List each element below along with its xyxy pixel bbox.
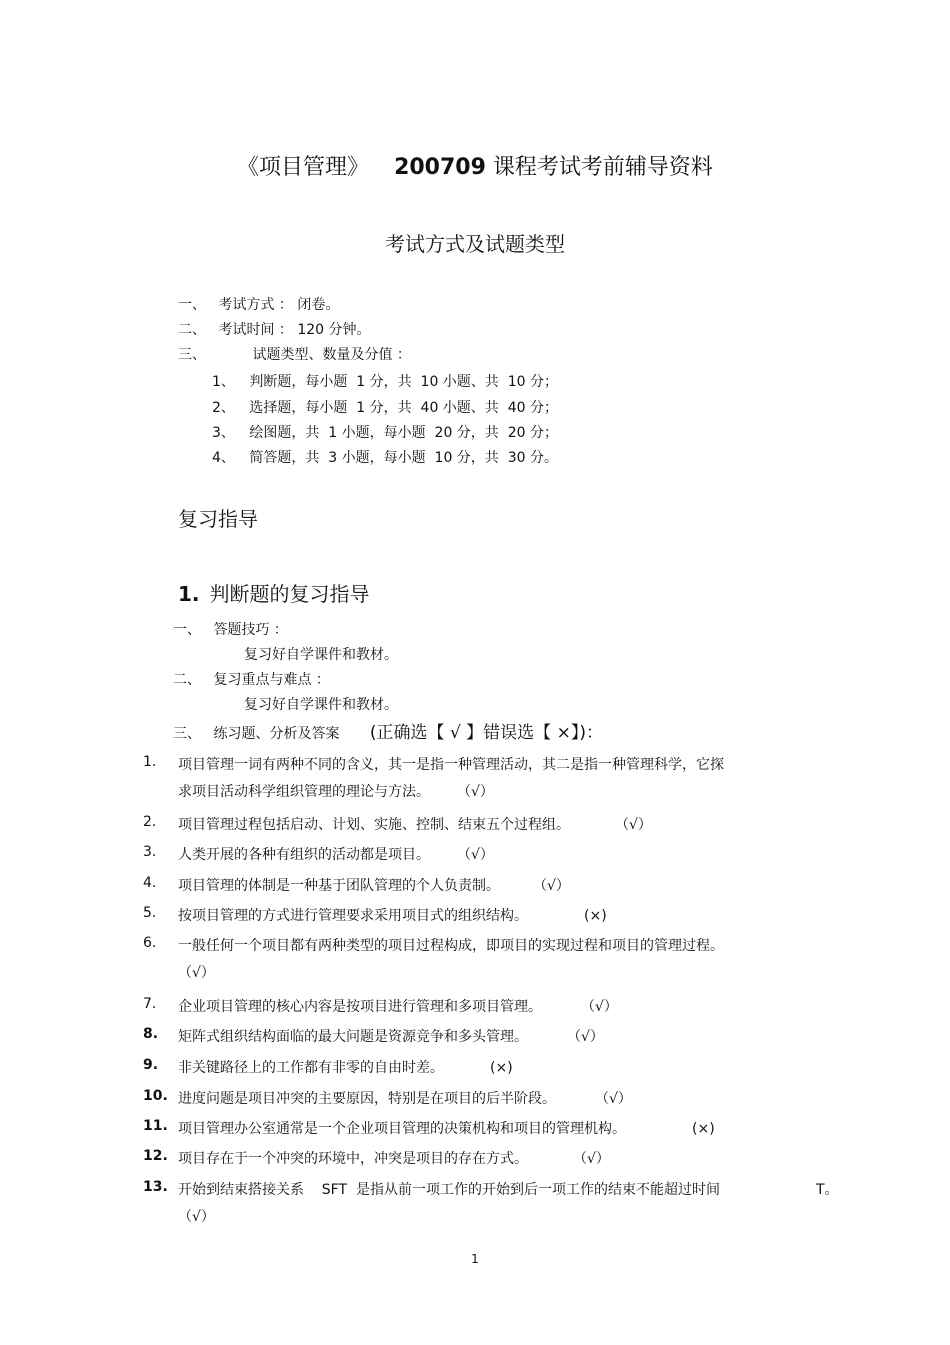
question-type-item [212,422,558,442]
exam-info-num: 一、 [178,297,206,313]
question-number: 11. [143,1118,168,1134]
question-type-item [212,397,558,417]
question-text [178,875,570,895]
subitem-text: 答题技巧 ： [213,622,288,638]
review-subitem [173,619,288,639]
question-answer: （√） [574,1029,604,1045]
title-post: 课程考试考前辅导资料 [492,155,713,180]
question-type-text: 绘图题，共 1 小题，每小题 20 分，共 20 分； [249,425,558,441]
question-text: 开始到结束搭接关系 SFT 是指从前一项工作的开始到后一项工作的结束不能超过时间 [178,1182,720,1198]
question-type-num: 2、 [212,400,235,416]
question-type-num: 3、 [212,425,235,441]
question-text-line: 项目管理过程包括启动、计划、实施、控制、结束五个过程组。 [178,817,570,833]
question-text [178,1026,604,1046]
question-answer: (×) [584,908,607,924]
question-answer: （√） [464,784,494,800]
question-text-line: 非关键路径上的工作都有非零的自由时差。 [178,1060,444,1076]
question-number: 8. [143,1026,159,1042]
question-text-line: 人类开展的各种有组织的活动都是项目。 [178,847,430,863]
exam-info-text: 考试时间 ： 120 分钟。 [218,322,371,338]
question-text [178,1118,715,1138]
question-text-end: T。 [816,1182,839,1198]
subitem-num: 三、 [173,726,201,742]
title-course-code: 200709 [394,155,486,180]
question-type-text: 简答题，共 3 小题，每小题 10 分，共 30 分。 [249,450,558,466]
exam-info-text: 考试方式 ： 闭卷。 [218,297,340,313]
page-number: 1 [471,1252,479,1266]
question-answer: （√） [178,1209,215,1225]
question-text: 一般任何一个项目都有两种类型的项目过程构成，即项目的实现过程和项目的管理过程。 [178,938,724,954]
question-answer: （√） [580,1151,610,1167]
review-subitem-text: 复习好自学课件和教材。 [244,647,398,663]
question-number: 7. [143,996,157,1012]
question-number: 10. [143,1088,168,1104]
question-answer: （√） [540,878,570,894]
question-answer: （√） [602,1091,632,1107]
question-text-line: 企业项目管理的核心内容是按项目进行管理和多项目管理。 [178,999,542,1015]
review-subitem-text: 复习好自学课件和教材。 [244,697,398,713]
answer-legend: (正确选【 √ 】错误选【 ×】)： [369,723,603,743]
section-title: 判断题的复习指导 [209,582,370,606]
question-text [178,844,494,864]
question-text-line: 项目管理的体制是一种基于团队管理的个人负责制。 [178,878,500,894]
question-number: 4. [143,875,157,891]
question-number: 2. [143,814,157,830]
exam-info-line-2 [178,319,371,339]
question-text [178,814,652,834]
page-subtitle: 考试方式及试题类型 [385,232,565,256]
question-type-text: 判断题，每小题 1 分，共 10 小题、共 10 分； [249,374,558,390]
question-number: 13. [143,1179,168,1195]
question-answer: （√） [622,817,652,833]
question-type-num: 1、 [212,374,235,390]
exam-info-line-3 [178,344,411,364]
question-number: 12. [143,1148,168,1164]
exam-info-line-1 [178,294,339,314]
question-text-line: 项目存在于一个冲突的环境中，冲突是项目的存在方式。 [178,1151,528,1167]
question-text-cont [178,781,494,801]
section-number: 1. [178,582,200,606]
review-subitem [173,718,603,743]
question-text: 项目管理一词有两种不同的含义，其一是指一种管理活动，其二是指一种管理科学，它探 [178,757,724,773]
question-text-line: 矩阵式组织结构面临的最大问题是资源竞争和多头管理。 [178,1029,528,1045]
subitem-num: 二、 [173,672,201,688]
exam-info-num: 二、 [178,322,206,338]
exam-info-text: 试题类型、数量及分值 ： [252,347,411,363]
review-heading: 复习指导 [178,507,258,531]
question-text-line: 求项目活动科学组织管理的理论与方法。 [178,784,430,800]
page-title [0,150,950,181]
question-text [178,1088,632,1108]
question-type-item [212,371,558,391]
question-answer: （√） [588,999,618,1015]
subitem-text: 练习题、分析及答案 [213,726,340,742]
question-number: 5. [143,905,157,921]
question-answer: （√） [178,965,215,981]
question-text [178,905,607,925]
question-text [178,1148,610,1168]
question-number: 6. [143,935,157,951]
question-answer: (×) [692,1121,715,1137]
section-heading [178,578,370,607]
review-subitem [173,669,330,689]
title-pre: 《项目管理》 [237,155,370,180]
question-text-line: 按项目管理的方式进行管理要求采用项目式的组织结构。 [178,908,528,924]
question-type-num: 4、 [212,450,235,466]
question-number: 1. [143,754,157,770]
question-text [178,996,618,1016]
question-type-text: 选择题，每小题 1 分，共 40 小题、共 40 分； [249,400,558,416]
subitem-text: 复习重点与难点 ： [213,672,330,688]
question-text-line: 进度问题是项目冲突的主要原因，特别是在项目的后半阶段。 [178,1091,556,1107]
question-answer: （√） [464,847,494,863]
question-number: 3. [143,844,157,860]
question-number: 9. [143,1057,159,1073]
exam-info-num: 三、 [178,347,206,363]
question-answer: (×) [490,1060,513,1076]
question-text-line: 项目管理办公室通常是一个企业项目管理的决策机构和项目的管理机构。 [178,1121,626,1137]
subitem-num: 一、 [173,622,201,638]
question-text [178,1057,513,1077]
question-type-item [212,447,558,467]
